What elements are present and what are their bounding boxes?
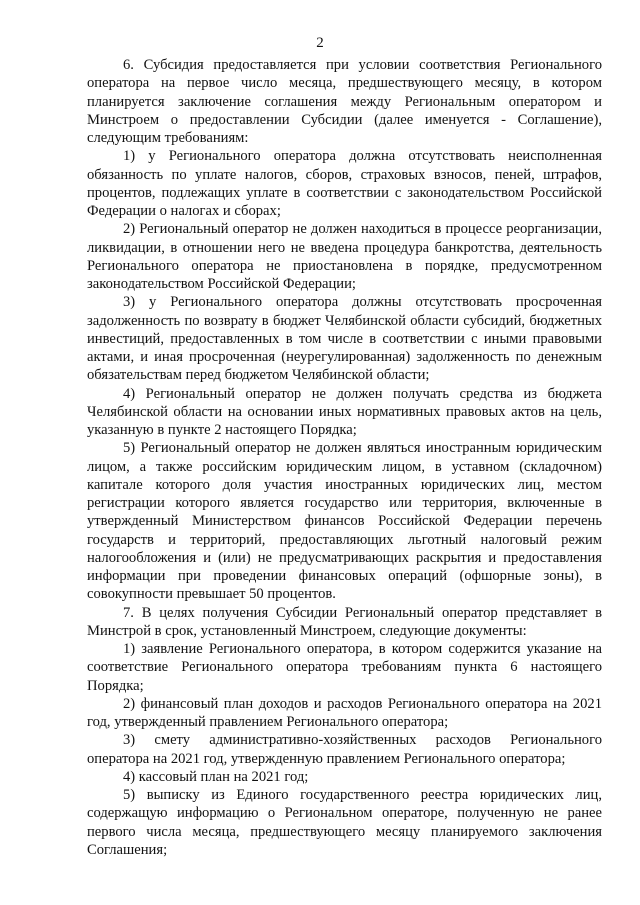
document-body	[87, 56, 602, 859]
paragraph-7-item-5: 5) выписку из Единого государственного реестра юридических лиц, содержащую информацию о Региональном операторе, полученную не ранее первого числа месяца, предшествующего месяцу планируемого заключения Соглашения;	[87, 787, 602, 858]
paragraph-7-item-1: 1) заявление Регионального оператора, в котором содержится указание на соответствие Регионального оператора требованиям пункта 6 настоящего Порядка;	[87, 641, 602, 694]
paragraph-7-intro: 7. В целях получения Субсидии Региональный оператор представляет в Минстрой в срок, установленный Минстроем, следующие документы:	[87, 604, 602, 639]
page-number: 2	[316, 35, 324, 51]
paragraph-7-item-3: 3) смету административно-хозяйственных расходов Регионального оператора на 2021 год, утвержденную правлением Регионального оператора;	[87, 732, 602, 767]
paragraph-6-item-3: 3) у Регионального оператора должны отсутствовать просроченная задолженность по возврату в бюджет Челябинской области субсидий, бюджетных инвестиций, предоставленных в том числе в соответствии с иными правовыми актами, и иная просроченная (неурегулированная) задолженность по денежным обязательствам перед бюджетом Челябинской области;	[87, 294, 602, 384]
paragraph-6-item-4: 4) Региональный оператор не должен получать средства из бюджета Челябинской области на основании иных нормативных правовых актов на цель, указанную в пункте 2 настоящего Порядка;	[87, 385, 602, 438]
paragraph-6-item-5: 5) Региональный оператор не должен являться иностранным юридическим лицом, а также российским юридическим лицом, в уставном (складочном) капитале которого доля участия иностранных юридических лиц, местом регистрации которого является государство или территория, включенные в утвержденный Министерством финансов Российской Федерации перечень государств и территорий, предоставляющих льготный налоговый режим налогообложения и (или) не предусматривающих раскрытия и предоставления информации при проведении финансовых операций (офшорные зоны), в совокупности превышает 50 процентов.	[87, 440, 602, 603]
paragraph-7-item-2: 2) финансовый план доходов и расходов Регионального оператора на 2021 год, утвержденный правлением Регионального оператора;	[87, 695, 602, 730]
paragraph-6-item-2: 2) Региональный оператор не должен находиться в процессе реорганизации, ликвидации, в отношении него не введена процедура банкротства, деятельность Регионального оператора не приостановлена в порядке, предусмотренном законодательством Российской Федерации;	[87, 221, 602, 292]
paragraph-6-item-1: 1) у Регионального оператора должна отсутствовать неисполненная обязанность по уплате налогов, сборов, страховых взносов, пеней, штрафов, процентов, подлежащих уплате в соответствии с законодательством Российской Федерации о налогах и сборах;	[87, 148, 602, 219]
paragraph-7-item-4: 4) кассовый план на 2021 год;	[123, 768, 309, 785]
paragraph-6-intro: 6. Субсидия предоставляется при условии соответствия Регионального оператора на первое число месяца, предшествующего месяцу, в котором планируется заключение соглашения между Региональным оператором и Минстроем о предоставлении Субсидии (далее именуется - Соглашение), следующим требованиям:	[87, 57, 602, 146]
